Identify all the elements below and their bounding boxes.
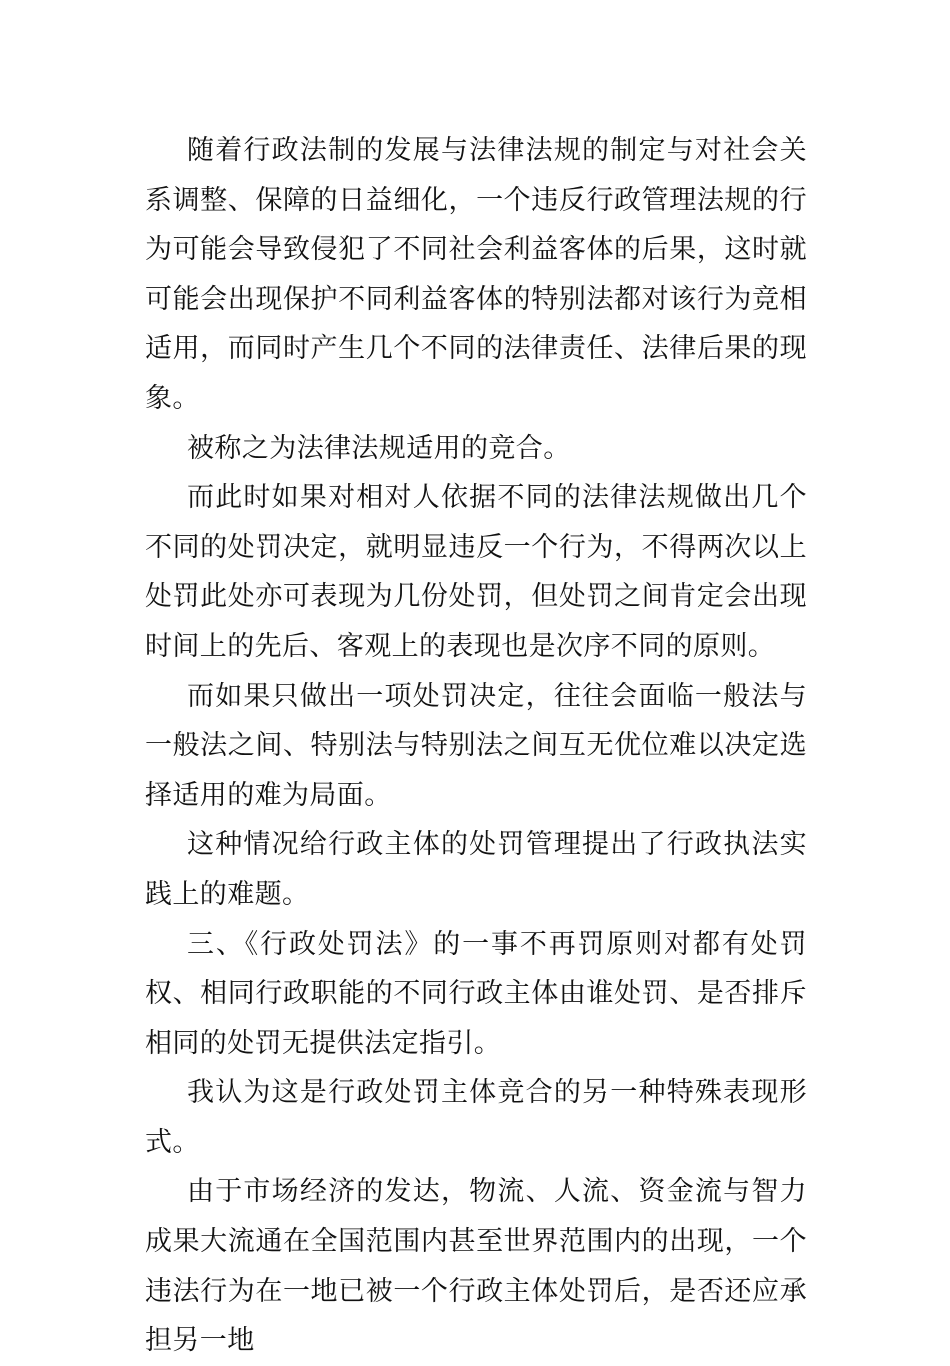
paragraph-5: 这种情况给行政主体的处罚管理提出了行政执法实践上的难题。: [145, 829, 807, 910]
paragraph-3: 而此时如果对相对人依据不同的法律法规做出几个不同的处罚决定，就明显违反一个行为，不得两次以上处罚此处亦可表现为几份处罚，但处罚之间肯定会出现时间上的先后、客观上的表现也是次序不同的原则。: [145, 482, 807, 662]
paragraph-8: 由于市场经济的发达，物流、人流、资金流与智力成果大流通在全国范围内甚至世界范围内的出现，一个违法行为在一地已被一个行政主体处罚后，是否还应承担另一地: [145, 1176, 807, 1357]
paragraph-7: 我认为这是行政处罚主体竞合的另一种特殊表现形式。: [145, 1077, 807, 1158]
document-body: [145, 126, 807, 1366]
paragraph-4: 而如果只做出一项处罚决定，往往会面临一般法与一般法之间、特别法与特别法之间互无优位难以决定选择适用的难为局面。: [145, 680, 807, 811]
paragraph-6: 三、《行政处罚法》的一事不再罚原则对都有处罚权、相同行政职能的不同行政主体由谁处罚、是否排斥相同的处罚无提供法定指引。: [145, 928, 807, 1059]
paragraph-1: 随着行政法制的发展与法律法规的制定与对社会关系调整、保障的日益细化，一个违反行政管理法规的行为可能会导致侵犯了不同社会利益客体的后果，这时就可能会出现保护不同利益客体的特别法都对该行为竞相适用，而同时产生几个不同的法律责任、法律后果的现象。: [145, 135, 807, 414]
paragraph-2: 被称之为法律法规适用的竞合。: [187, 432, 571, 464]
